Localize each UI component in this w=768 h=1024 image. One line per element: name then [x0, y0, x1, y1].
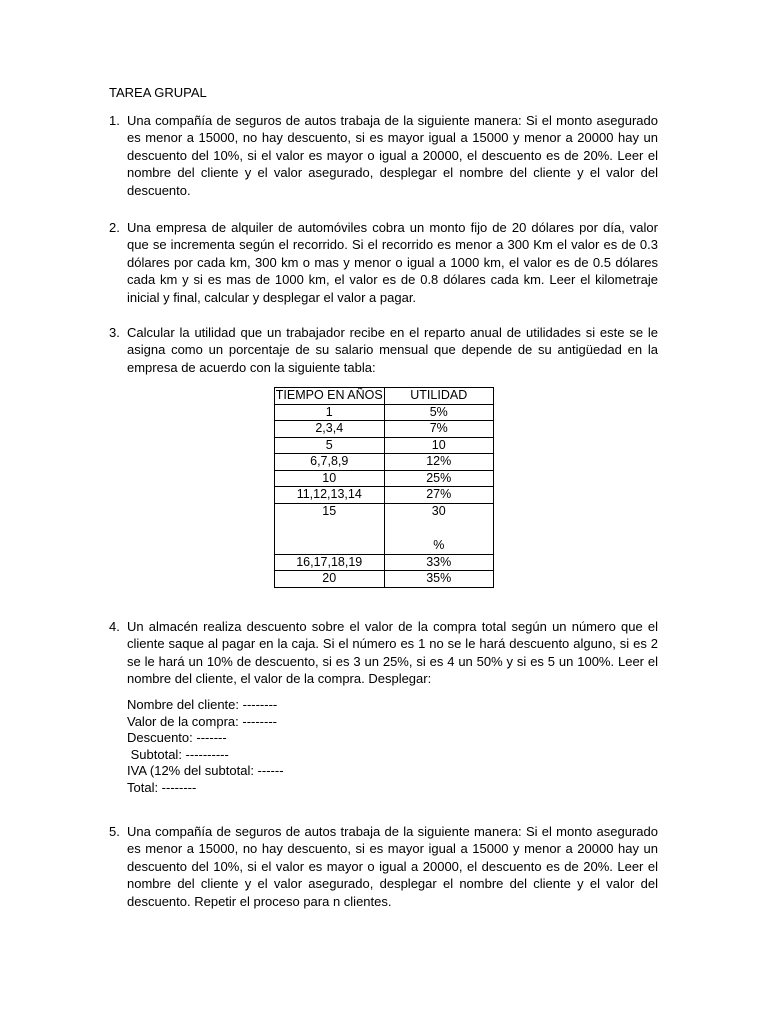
utility-cell: 35% [384, 571, 494, 588]
utility-cell: 33% [384, 554, 494, 571]
utility-table [274, 387, 494, 588]
output-format-list [127, 697, 284, 796]
exercise-text: Una compañía de seguros de autos trabaja de la siguiente manera: Si el monto asegurado es menor a 15000, no hay descuento, si es mayor igual a 15000 y menor a 20000 hay un descuento del 10%, si el valor es mayor o igual a 20000, el descuento es de 20%. Leer el nombre del cliente y el valor asegurado, desplegar el nombre del cliente y el valor del descuento. [127, 113, 658, 198]
years-cell: 15 [275, 503, 385, 554]
utility-cell: 10 [384, 437, 494, 454]
years-cell: 1 [275, 404, 385, 421]
exercise-item-4 [109, 618, 658, 688]
table-row [275, 503, 494, 554]
years-cell: 20 [275, 571, 385, 588]
table-row [275, 487, 494, 504]
table-row [275, 554, 494, 571]
table-row [275, 571, 494, 588]
exercise-number: 3. [109, 325, 120, 340]
header-years: TIEMPO EN AÑOS [275, 388, 383, 403]
exercise-number: 4. [109, 619, 120, 634]
output-line-iva: IVA (12% del subtotal: ------ [127, 763, 284, 778]
table-row [275, 421, 494, 438]
exercise-text: Una empresa de alquiler de automóviles cobra un monto fijo de 20 dólares por día, valor que se incrementa según el recorrido. Si el recorrido es menor a 300 Km el valor es de 0.3 dólares por cada km, 300 km o mas y menor o igual a 1000 km, el valor es de 0.5 dólares cada km y si es mas de 1000 km, el valor es de 0.8 dólares cada km. Leer el kilometraje inicial y final, calcular y desplegar el valor a pagar. [127, 220, 658, 305]
document-title: TAREA GRUPAL [109, 85, 207, 100]
years-cell: 2,3,4 [275, 421, 385, 438]
exercise-item-3 [109, 324, 658, 376]
exercise-item-5 [109, 823, 658, 910]
table-header-row [275, 388, 494, 405]
exercise-text: Calcular la utilidad que un trabajador recibe en el reparto anual de utilidades si este se le asigna como un porcentaje de su salario mensual que depende de su antigüedad en la empresa de acuerdo con la siguiente tabla: [127, 325, 658, 375]
table-row [275, 470, 494, 487]
output-line-subtotal: Subtotal: ---------- [127, 746, 229, 762]
utility-cell-split [384, 503, 494, 554]
exercise-item-1 [109, 112, 658, 199]
output-line-total: Total: -------- [127, 779, 197, 795]
utility-cell: 12% [384, 454, 494, 471]
table-row [275, 437, 494, 454]
exercise-number: 2. [109, 220, 120, 235]
exercise-text: Una compañía de seguros de autos trabaja de la siguiente manera: Si el monto asegurado es menor a 15000, no hay descuento, si es mayor igual a 15000 y menor a 20000 hay un descuento del 10%, si el valor es mayor o igual a 20000, el descuento es de 20%. Leer el nombre del cliente y el valor asegurado, desplegar el nombre del cliente y el valor del descuento. Repetir el proceso para n clientes. [127, 824, 658, 909]
years-cell: 11,12,13,14 [275, 487, 385, 504]
utility-cell: 5% [384, 404, 494, 421]
output-line-discount: Descuento: ------- [127, 730, 227, 745]
utility-cell: 7% [384, 421, 494, 438]
utility-value: 30 [431, 503, 446, 518]
header-utility: UTILIDAD [384, 388, 494, 405]
years-cell: 10 [275, 470, 385, 487]
exercise-text: Un almacén realiza descuento sobre el valor de la compra total según un número que el cliente saque al pagar en la caja. Si el número es 1 no se le hará descuento alguno, si es 2 se le hará un 10% de descuento, si es 3 un 25%, si es 4 un 50% y si es 5 un 100%. Leer el nombre del cliente, el valor de la compra. Desplegar: [127, 619, 658, 687]
exercise-item-2 [109, 219, 658, 306]
output-line-client-name: Nombre del cliente: -------- [127, 697, 278, 712]
years-cell: 6,7,8,9 [275, 454, 385, 471]
exercise-number: 1. [109, 113, 120, 128]
years-cell: 16,17,18,19 [275, 554, 385, 571]
output-line-purchase-value: Valor de la compra: -------- [127, 713, 278, 729]
table-row [275, 404, 494, 421]
utility-cell: 25% [384, 470, 494, 487]
utility-percent-sign: % [433, 537, 445, 552]
years-cell: 5 [275, 437, 385, 454]
utility-cell: 27% [384, 487, 494, 504]
table-row [275, 454, 494, 471]
exercise-number: 5. [109, 824, 120, 839]
